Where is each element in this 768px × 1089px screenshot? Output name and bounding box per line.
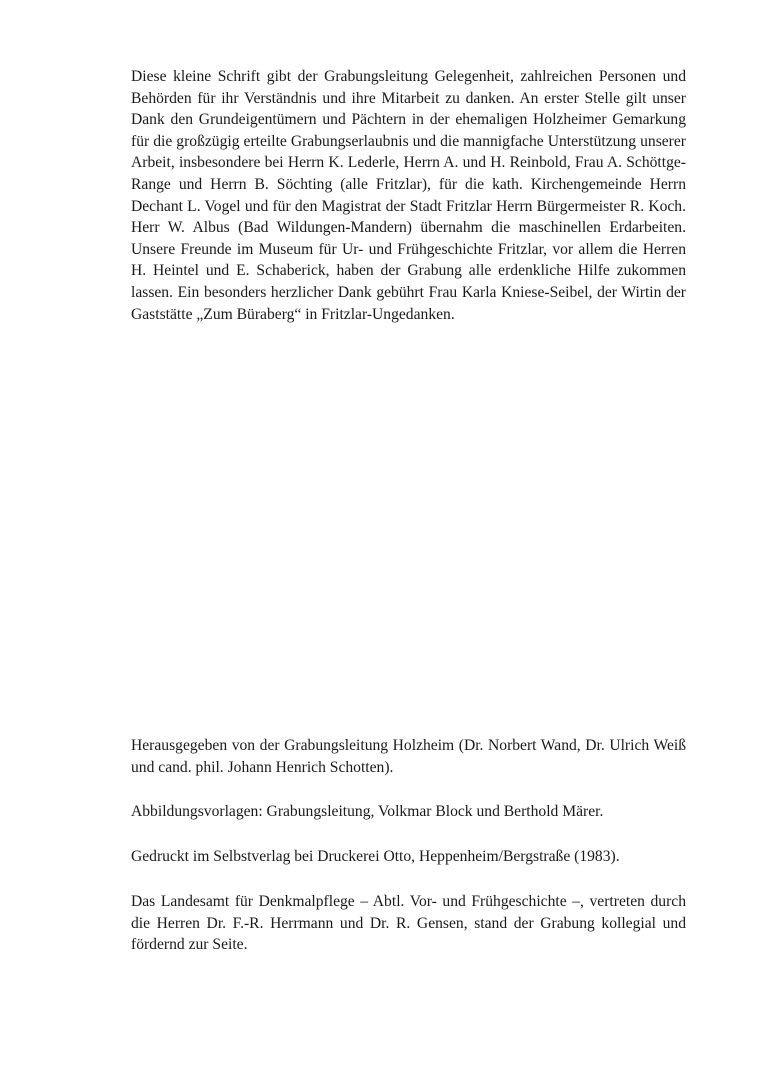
illustrations-credit: Abbildungsvorlagen: Grabungsleitung, Volkmar Block und Berthold Märer. [131, 803, 604, 820]
heritage-office-note: Das Landesamt für Denkmalpflege – Abtl. Vor- und Frühgeschichte –, vertreten durch die Herren Dr. F.-R. Herrmann und Dr. R. Gensen, stand der Grabung kollegial und fördernd zur Seite. [131, 893, 686, 954]
editors-note: Herausgegeben von der Grabungsleitung Holzheim (Dr. Norbert Wand, Dr. Ulrich Weiß und cand. phil. Johann Henrich Schotten). [131, 737, 686, 776]
printing-note: Gedruckt im Selbstverlag bei Druckerei Otto, Heppenheim/Bergstraße (1983). [131, 848, 620, 865]
acknowledgements-paragraph: Diese kleine Schrift gibt der Grabungsleitung Gelegenheit, zahlreichen Personen und Behörden für ihr Verständnis und ihre Mitarbeit zu danken. An erster Stelle gilt unser Dank den Grundeigentümern und Pächtern in der ehemaligen Holzheimer Gemarkung für die großzügig erteilte Grabungserlaubnis und die mannigfache Unterstützung unserer Arbeit, insbesondere bei Herrn K. Lederle, Herrn A. und H. Reinbold, Frau A. Schöttge-Range und Herrn B. Söchting (alle Fritzlar), für die kath. Kirchengemeinde Herrn Dechant L. Vogel und für den Magistrat der Stadt Fritzlar Herrn Bürgermeister R. Koch. Herr W. Albus (Bad Wildungen-Mandern) übernahm die maschinellen Erdarbeiten. Unsere Freunde im Museum für Ur- und Frühgeschichte Fritzlar, vor allem die Herren H. Heintel und E. Schaberick, haben der Grabung alle erdenkliche Hilfe zukommen lassen. Ein besonders herzlicher Dank gebührt Frau Karla Kniese-Seibel, der Wirtin der Gaststätte „Zum Büraberg“ in Fritzlar-Ungedanken. [131, 68, 686, 323]
